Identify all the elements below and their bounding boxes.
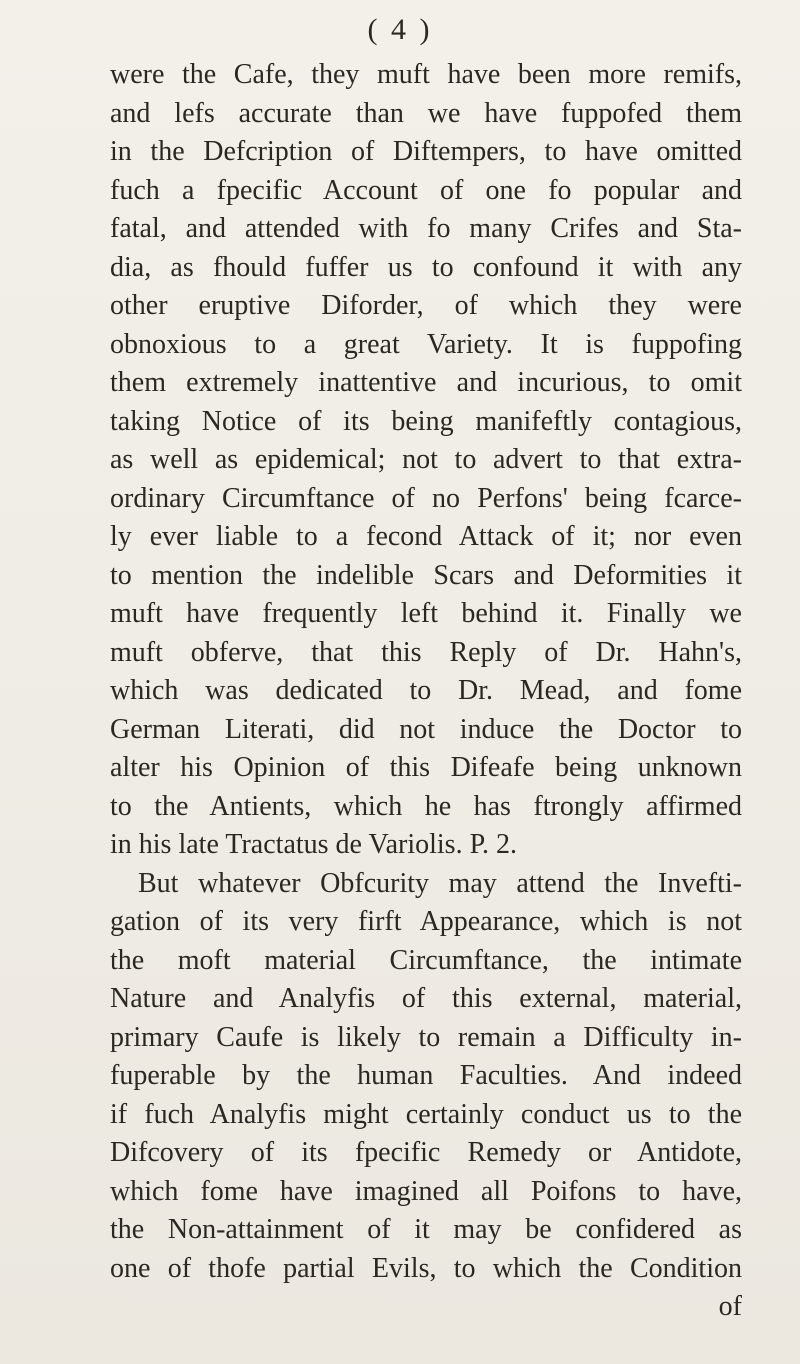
text-line: Nature and Analyfis of this external, material, [110, 983, 742, 1014]
text-line: Difcovery of its fpecific Remedy or Antidote, [110, 1137, 742, 1168]
catchword: of [718, 1291, 742, 1322]
text-line: to mention the indelible Scars and Deformities it [110, 559, 742, 591]
text-line: in the Defcription of Diftempers, to have omitted [110, 136, 742, 167]
text-line: dia, as fhould fuffer us to confound it with any [110, 251, 742, 283]
text-line: But whatever Obfcurity may attend the Invefti- [138, 867, 742, 899]
text-line: one of thofe partial Evils, to which the Condition [110, 1252, 742, 1284]
text-line: German Literati, did not induce the Doctor to [110, 713, 742, 745]
text-line: as well as epidemical; not to advert to that extra- [110, 444, 742, 475]
text-line: ly ever liable to a fecond Attack of it; nor even [110, 521, 742, 552]
text-line: which fome have imagined all Poifons to have, [110, 1175, 742, 1207]
text-line: to the Antients, which he has ftrongly affirmed [110, 790, 742, 822]
text-line: were the Cafe, they muft have been more remifs, [110, 59, 742, 90]
text-line: other eruptive Diforder, of which they were [110, 290, 742, 321]
text-line: fuperable by the human Faculties. And indeed [110, 1060, 742, 1091]
text-line: muft obferve, that this Reply of Dr. Hahn's, [110, 636, 742, 668]
text-line: which was dedicated to Dr. Mead, and fome [110, 675, 742, 706]
text-line: fuch a fpecific Account of one fo popular and [110, 174, 742, 206]
text-line: taking Notice of its being manifeftly contagious, [110, 405, 742, 437]
text-line: and lefs accurate than we have fuppofed them [110, 97, 742, 129]
text-line: fatal, and attended with fo many Crifes and Sta- [110, 213, 742, 244]
text-line: muft have frequently left behind it. Finally we [110, 598, 742, 629]
text-line: primary Caufe is likely to remain a Difficulty in- [110, 1021, 742, 1053]
body-text [110, 56, 742, 1327]
text-line: the Non-attainment of it may be confidered as [110, 1214, 742, 1245]
text-line: them extremely inattentive and incurious, to omit [110, 367, 742, 398]
text-line: gation of its very firft Appearance, which is not [110, 906, 742, 937]
text-line: if fuch Analyfis might certainly conduct us to the [110, 1098, 742, 1130]
text-line: alter his Opinion of this Difeafe being unknown [110, 752, 742, 783]
text-line: obnoxious to a great Variety. It is fuppofing [110, 328, 742, 360]
text-line: in his late Tractatus de Variolis. P. 2. [110, 829, 518, 860]
text-line: the moft material Circumftance, the intimate [110, 944, 742, 976]
page-number: ( 4 ) [367, 13, 433, 46]
text-line: ordinary Circumftance of no Perfons' being fcarce- [110, 482, 742, 514]
